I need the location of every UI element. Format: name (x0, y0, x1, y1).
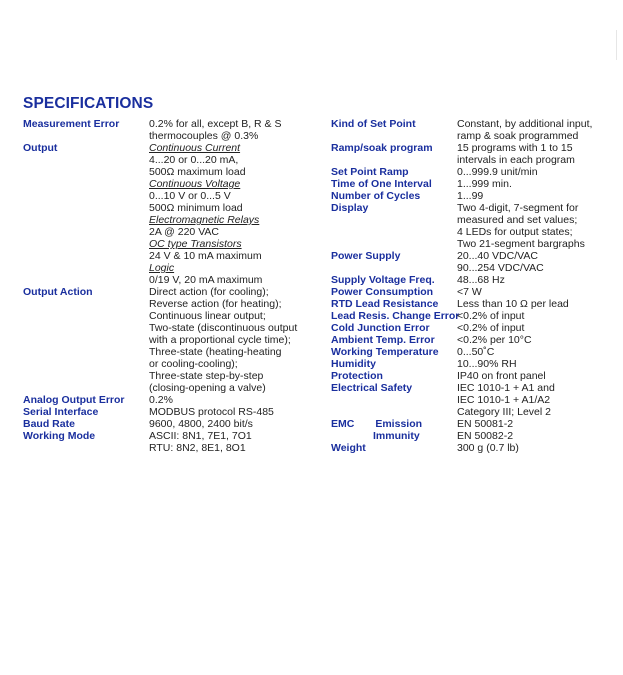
spec-row-weight (331, 442, 616, 454)
spec-value (457, 442, 616, 454)
spec-value-line: 90...254 VDC/VAC (457, 262, 544, 274)
spec-value (149, 418, 313, 430)
spec-row (331, 166, 616, 178)
spec-value (149, 430, 313, 454)
spec-value (149, 394, 313, 406)
emc-immunity-label: Immunity (373, 430, 420, 442)
spec-value (457, 250, 616, 274)
spec-label: Output (23, 142, 58, 154)
spec-label: Kind of Set Point (331, 118, 416, 130)
spec-label: Working Mode (23, 430, 96, 442)
spec-value-line: 2A @ 220 VAC (149, 226, 220, 238)
spec-value-line: <7 W (457, 286, 482, 298)
emc-emission-label: Emission (375, 418, 423, 430)
spec-label: Humidity (331, 358, 376, 370)
spec-row (23, 118, 313, 142)
spec-value (457, 418, 616, 430)
spec-label: Baud Rate (23, 418, 75, 430)
spec-value (457, 190, 616, 202)
spec-value-line: Constant, by additional input, (457, 118, 593, 130)
spec-label: Measurement Error (23, 118, 120, 130)
spec-value-line: Two-state (discontinuous output (149, 322, 298, 334)
spec-label: Working Temperature (331, 346, 439, 358)
spec-value-line: IEC 1010-1 + A1 and (457, 382, 555, 394)
spec-label: Cold Junction Error (331, 322, 430, 334)
emc-label: EMC (331, 418, 355, 430)
spec-subheading: Continuous Voltage (149, 178, 241, 190)
spec-row (23, 430, 313, 454)
spec-value-line: Reverse action (for heating); (149, 298, 282, 310)
emc-emission-value: EN 50081-2 (457, 418, 514, 430)
spec-value-line: 9600, 4800, 2400 bit/s (149, 418, 253, 430)
spec-subheading: Continuous Current (149, 142, 241, 154)
spec-row (331, 250, 616, 274)
spec-row (331, 274, 616, 286)
spec-row (23, 418, 313, 430)
spec-label: Electrical Safety (331, 382, 413, 394)
spec-subheading: Electromagnetic Relays (149, 214, 260, 226)
spec-value-line: (closing-opening a valve) (149, 382, 266, 394)
spec-value-line: IP40 on front panel (457, 370, 546, 382)
spec-row (331, 118, 616, 142)
spec-row (23, 406, 313, 418)
spec-value (457, 118, 616, 142)
spec-value (457, 298, 616, 310)
spec-value-line: 500Ω minimum load (149, 202, 243, 214)
spec-value (149, 118, 313, 142)
spec-label: Ramp/soak program (331, 142, 433, 154)
spec-value (457, 334, 616, 346)
spec-value-line: Three-state step-by-step (149, 370, 264, 382)
spec-label: Supply Voltage Freq. (331, 274, 435, 286)
spec-column-left (23, 118, 313, 454)
spec-value-line: Two 4-digit, 7-segment for (457, 202, 579, 214)
spec-value (149, 142, 313, 286)
spec-column-right (331, 118, 616, 454)
spec-value-line: ramp & soak programmed (457, 130, 579, 142)
spec-value-line: 4 LEDs for output states; (457, 226, 573, 238)
spec-value-line: IEC 1010-1 + A1/A2 (457, 394, 551, 406)
spec-row (23, 286, 313, 394)
spec-row (331, 322, 616, 334)
spec-value-line: 0...10 V or 0...5 V (149, 190, 231, 202)
spec-value-line: 10...90% RH (457, 358, 517, 370)
spec-row (331, 178, 616, 190)
spec-value-line: <0.2% of input (457, 310, 525, 322)
spec-row (23, 394, 313, 406)
spec-value-line: measured and set values; (457, 214, 578, 226)
spec-label: RTD Lead Resistance (331, 298, 439, 310)
spec-value-line: 0.2% (149, 394, 173, 406)
spec-value (457, 322, 616, 334)
spec-label: Analog Output Error (23, 394, 125, 406)
spec-row-emc-emission (331, 418, 616, 430)
spec-value-line: RTU: 8N2, 8E1, 8O1 (149, 442, 246, 454)
spec-label: Output Action (23, 286, 93, 298)
spec-row-emc-immunity (331, 430, 616, 442)
spec-value-line: with a proportional cycle time); (149, 334, 291, 346)
spec-label: Display (331, 202, 369, 214)
spec-value (149, 406, 313, 418)
spec-value-line: 0.2% for all, except B, R & S (149, 118, 282, 130)
spec-label (331, 418, 457, 430)
spec-value-line: Direct action (for cooling); (149, 286, 269, 298)
spec-row (331, 286, 616, 298)
spec-value-line: Two 21-segment bargraphs (457, 238, 585, 250)
spec-value (457, 178, 616, 190)
page-title: SPECIFICATIONS (23, 95, 154, 112)
spec-value-line: Continuous linear output; (149, 310, 266, 322)
spec-value-line: Category III; Level 2 (457, 406, 551, 418)
emc-immunity-value: EN 50082-2 (457, 430, 514, 442)
spec-value-line: 15 programs with 1 to 15 (457, 142, 573, 154)
spec-value-line: <0.2% per 10°C (457, 334, 532, 346)
spec-value-line: thermocouples @ 0.3% (149, 130, 259, 142)
spec-label: Time of One Interval (331, 178, 432, 190)
spec-value-line: 1...999 min. (457, 178, 512, 190)
spec-value (457, 370, 616, 382)
spec-label: Protection (331, 370, 383, 382)
spec-value-line: ASCII: 8N1, 7E1, 7O1 (149, 430, 252, 442)
spec-value-line: Less than 10 Ω per lead (457, 298, 569, 310)
spec-row (331, 190, 616, 202)
page-edge-line (616, 30, 617, 60)
spec-label (331, 430, 457, 442)
spec-row (331, 358, 616, 370)
spec-value-line: 24 V & 10 mA maximum (149, 250, 262, 262)
spec-row (331, 334, 616, 346)
spec-row (331, 382, 616, 418)
spec-value (457, 202, 616, 250)
spec-value-line: Three-state (heating-heating (149, 346, 282, 358)
spec-value-line: or cooling-cooling); (149, 358, 238, 370)
spec-row (23, 142, 313, 286)
spec-value-line: MODBUS protocol RS-485 (149, 406, 274, 418)
spec-label: Number of Cycles (331, 190, 421, 202)
spec-value-line: <0.2% of input (457, 322, 525, 334)
spec-value (457, 346, 616, 358)
spec-row (331, 298, 616, 310)
spec-value-line: 0...999.9 unit/min (457, 166, 538, 178)
spec-subheading: Logic (149, 262, 175, 274)
spec-value (457, 382, 616, 418)
spec-row (331, 346, 616, 358)
spec-value (457, 274, 616, 286)
spec-row (331, 142, 616, 166)
spec-value-line: 4...20 or 0...20 mA, (149, 154, 239, 166)
spec-value-line: intervals in each program (457, 154, 575, 166)
spec-value (149, 286, 313, 394)
spec-value-line: 300 g (0.7 lb) (457, 442, 519, 454)
spec-value-line: 1...99 (457, 190, 484, 202)
spec-label: Lead Resis. Change Error (331, 310, 460, 322)
spec-value-line: 48...68 Hz (457, 274, 505, 286)
spec-value (457, 166, 616, 178)
spec-row (331, 310, 616, 322)
spec-label: Set Point Ramp (331, 166, 409, 178)
spec-value-line: 0/19 V, 20 mA maximum (149, 274, 263, 286)
spec-label: Ambient Temp. Error (331, 334, 435, 346)
spec-value (457, 430, 616, 442)
spec-value-line: 500Ω maximum load (149, 166, 246, 178)
spec-label: Weight (331, 442, 366, 454)
spec-value-line: 0...50˚C (457, 346, 495, 358)
spec-label: Power Consumption (331, 286, 434, 298)
spec-row (331, 370, 616, 382)
spec-value (457, 142, 616, 166)
spec-subheading: OC type Transistors (149, 238, 242, 250)
spec-value (457, 358, 616, 370)
spec-row (331, 202, 616, 250)
spec-value (457, 286, 616, 298)
spec-label: Serial Interface (23, 406, 99, 418)
spec-label: Power Supply (331, 250, 401, 262)
spec-value (457, 310, 616, 322)
spec-value-line: 20...40 VDC/VAC (457, 250, 538, 262)
